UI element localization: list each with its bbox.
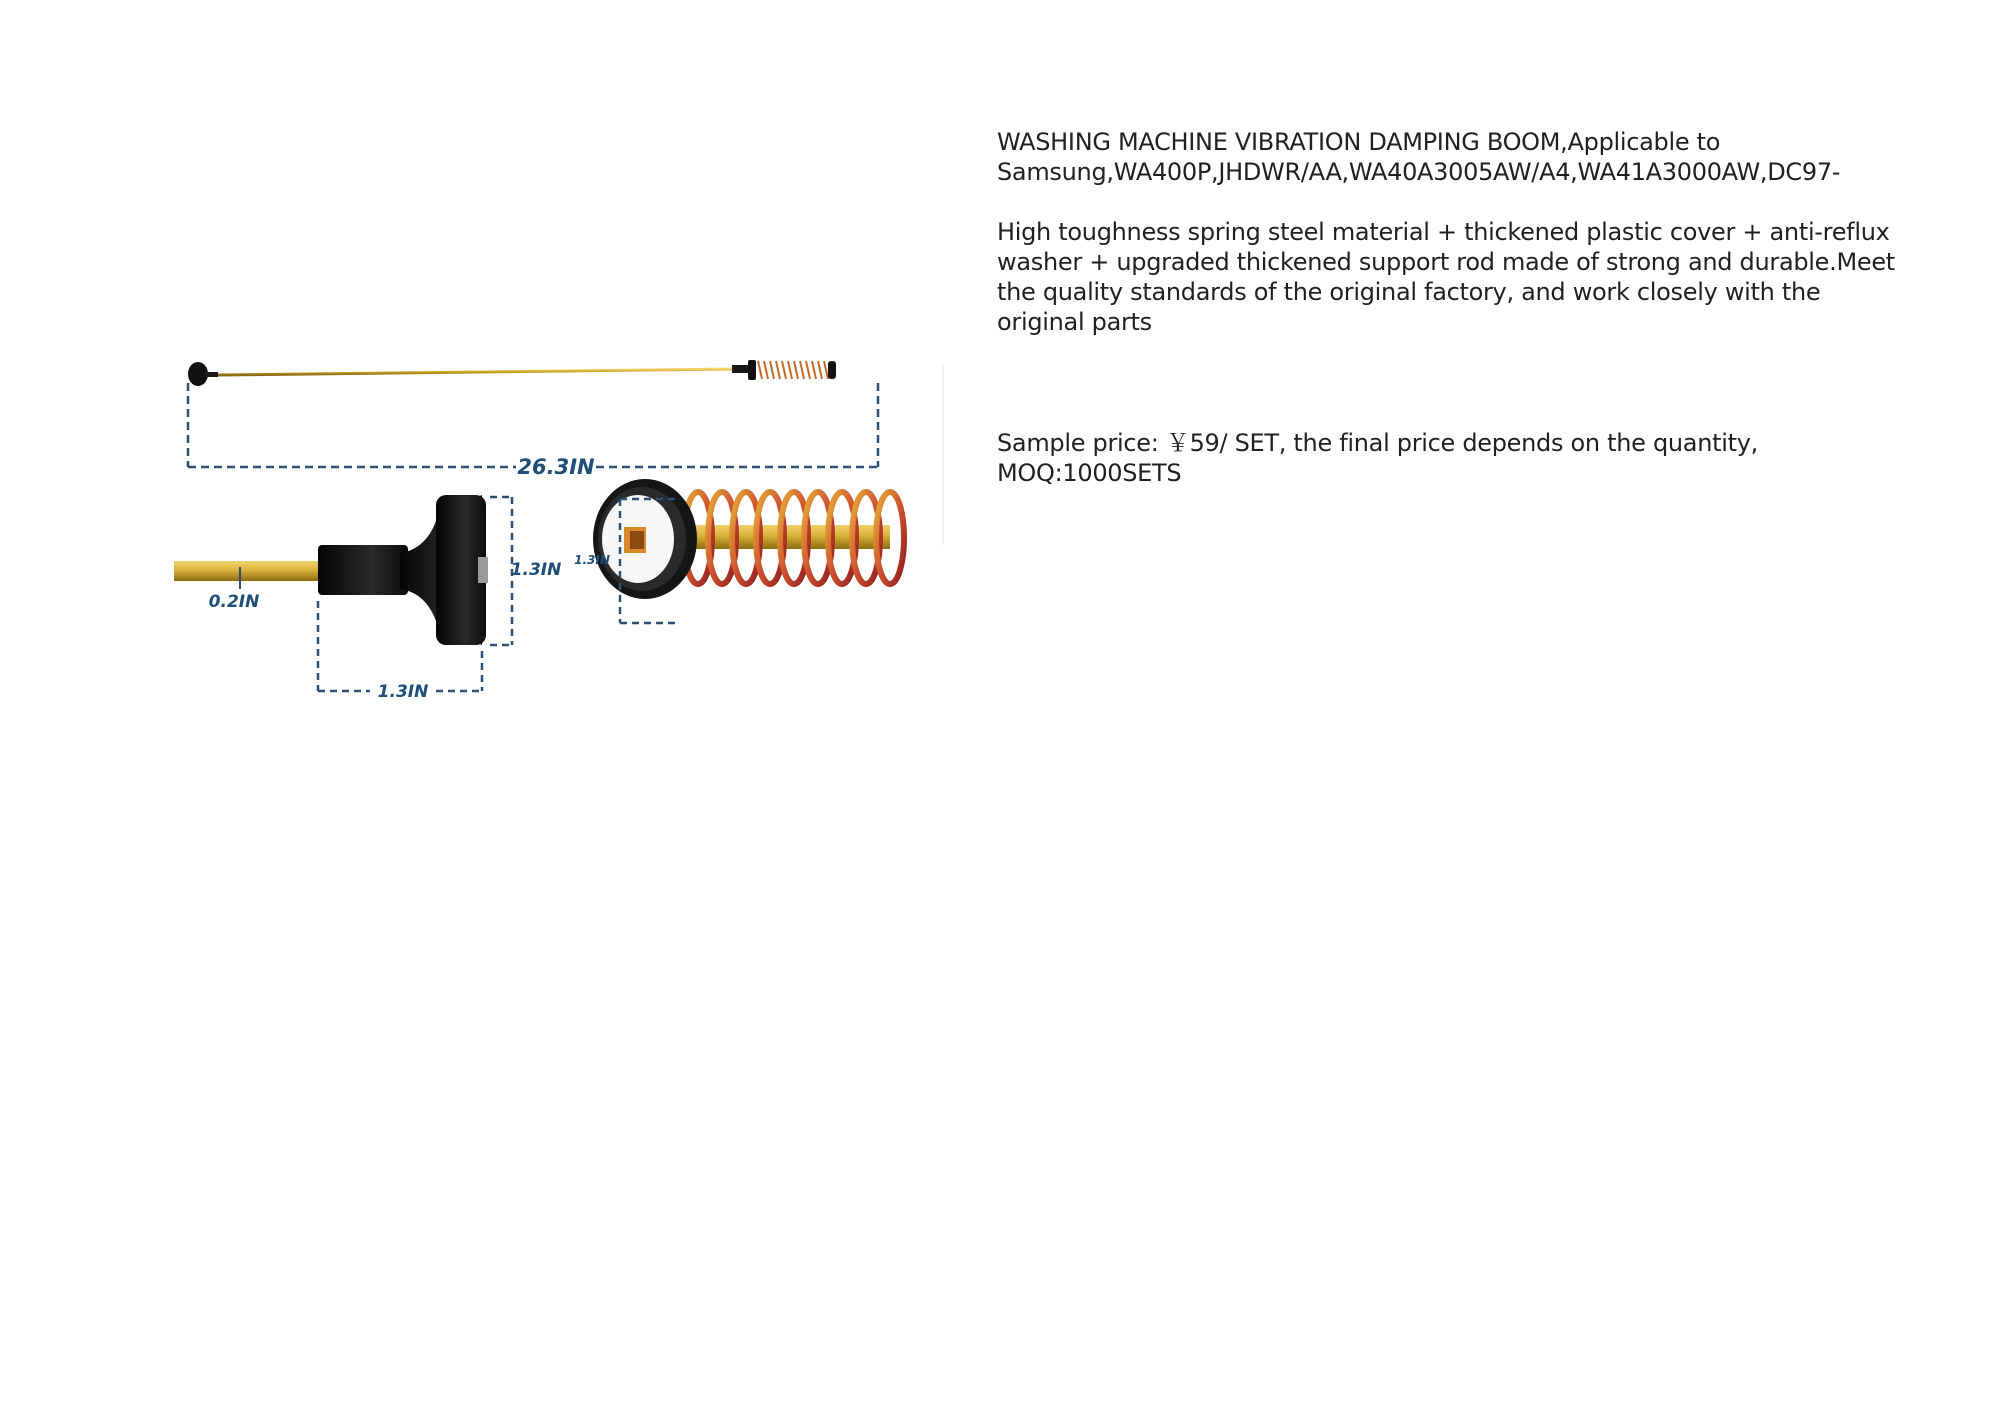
product-description: High toughness spring steel material + thickened plastic cover + anti-reflux washer + upgraded thickened support rod made of strong and durable.Meet the quality standards of the original factory, and work closely with the original parts xyxy=(997,218,1895,336)
sample-price: Sample price: ￥59/ SET, the final price depends on the quantity, xyxy=(997,429,1758,457)
rod-diameter-label: 0.2IN xyxy=(208,592,260,612)
cap-height-dimension xyxy=(490,497,512,645)
moq: MOQ:1000SETS xyxy=(997,459,1182,487)
cap-height-label: 1.3IN xyxy=(510,560,562,580)
product-details xyxy=(997,127,1897,488)
product-image xyxy=(160,355,910,715)
product-title: WASHING MACHINE VIBRATION DAMPING BOOM,Applicable to Samsung,WA400P,JHDWR/AA,WA40A3005AW/A4,WA41A3000AW,DC97- xyxy=(997,128,1841,186)
cap-closeup xyxy=(174,495,488,645)
small-spring xyxy=(758,361,828,379)
spring-closeup xyxy=(593,479,904,599)
spring-end-label: 1.3IN xyxy=(574,553,610,567)
full-rod-view xyxy=(188,360,836,386)
cap-width-label: 1.3IN xyxy=(377,682,429,702)
damping-rod-diagram xyxy=(160,355,910,715)
length-label: 26.3IN xyxy=(517,455,595,479)
column-divider xyxy=(942,365,944,545)
